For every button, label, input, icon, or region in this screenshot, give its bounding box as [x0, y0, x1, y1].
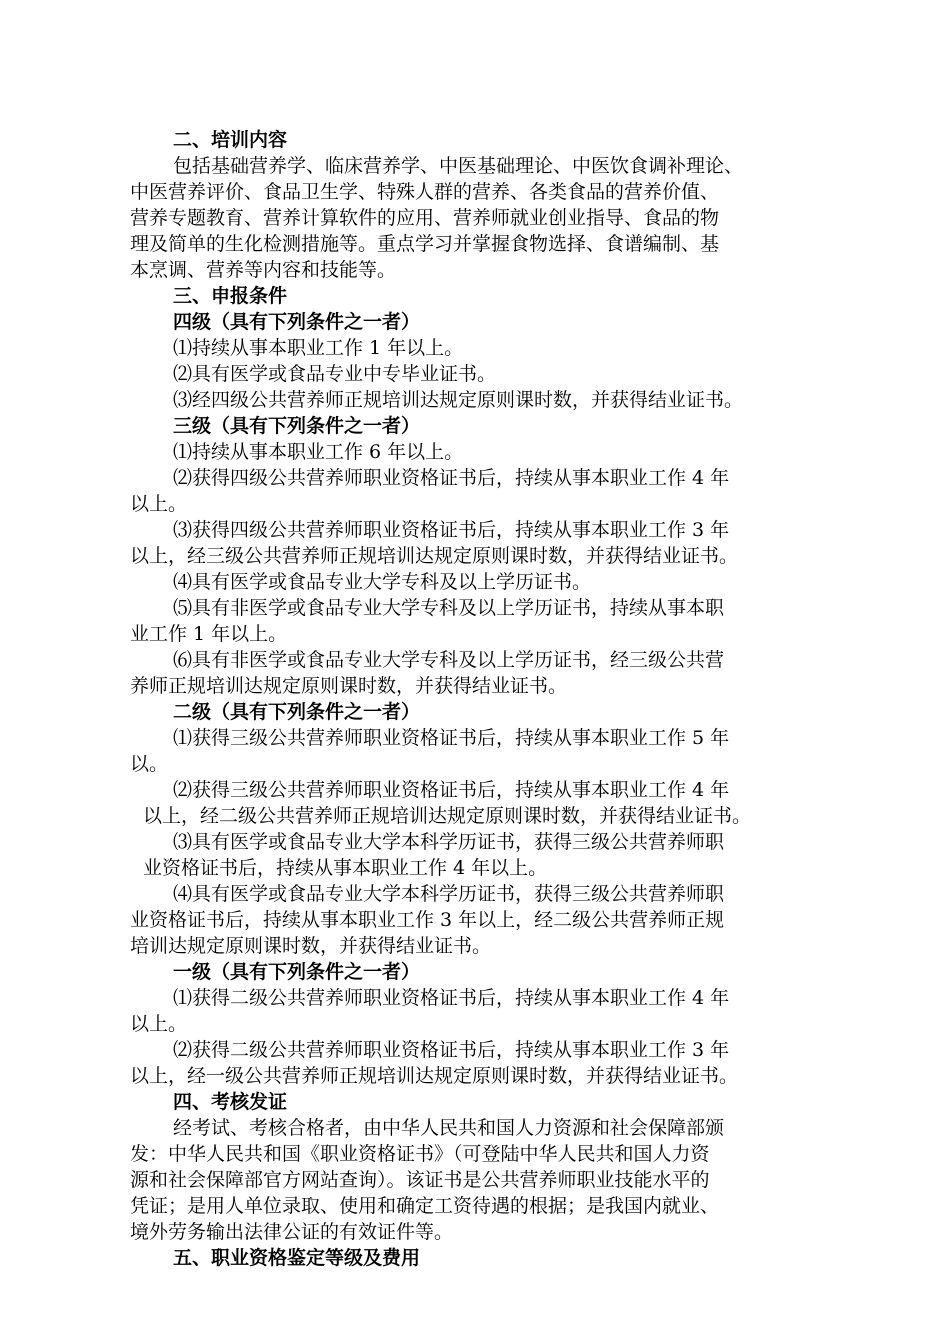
paragraph-line: 源和社会保障部官方网站查询）。该证书是公共营养师职业技能水平的 [130, 1169, 710, 1191]
subsection-heading: 三级（具有下列条件之一者） [173, 415, 421, 437]
list-item: ⑹具有非医学或食品专业大学专科及以上学历证书，经三级公共营 [173, 649, 725, 671]
paragraph-line: 包括基础营养学、临床营养学、中医基础理论、中医饮食调补理论、 [173, 155, 744, 177]
paragraph-line: 理及简单的生化检测措施等。重点学习并掌握食物选择、食谱编制、基 [130, 233, 720, 255]
subsection-heading: 二级（具有下列条件之一者） [173, 701, 421, 723]
list-item: ⑷具有医学或食品专业大学本科学历证书，获得三级公共营养师职 [173, 883, 725, 905]
subsection-heading: 四级（具有下列条件之一者） [173, 311, 421, 333]
section-heading: 二、培训内容 [173, 129, 288, 151]
list-item-continuation: 养师正规培训达规定原则课时数，并获得结业证书。 [130, 675, 568, 697]
paragraph-line: 经考试、考核合格者，由中华人民共和国人力资源和社会保障部颁 [173, 1117, 725, 1139]
paragraph-line: 发：中华人民共和国《职业资格证书》（可登陆中华人民共和国人力资 [130, 1143, 710, 1165]
section-heading: 四、考核发证 [173, 1091, 288, 1113]
list-item-continuation: 业资格证书后，持续从事本职业工作 4 年以上。 [143, 857, 548, 879]
list-item: ⑶经四级公共营养师正规培训达规定原则课时数，并获得结业证书。 [173, 389, 744, 411]
list-item: ⑷具有医学或食品专业大学专科及以上学历证书。 [173, 571, 592, 593]
list-item-continuation: 培训达规定原则课时数，并获得结业证书。 [130, 935, 492, 957]
list-item: ⑴持续从事本职业工作 6 年以上。 [173, 441, 464, 463]
list-item: ⑵获得二级公共营养师职业资格证书后，持续从事本职业工作 3 年 [173, 1039, 730, 1061]
list-item: ⑴获得二级公共营养师职业资格证书后，持续从事本职业工作 4 年 [173, 987, 730, 1009]
list-item-continuation: 以上，经二级公共营养师正规培训达规定原则课时数，并获得结业证书。 [143, 805, 752, 827]
section-heading: 五、职业资格鉴定等级及费用 [173, 1247, 421, 1269]
paragraph-line: 境外劳务输出法律公证的有效证件等。 [130, 1221, 454, 1243]
section-heading: 三、申报条件 [173, 285, 288, 307]
subsection-heading: 一级（具有下列条件之一者） [173, 961, 421, 983]
list-item-continuation: 以上，经三级公共营养师正规培训达规定原则课时数，并获得结业证书。 [130, 545, 739, 567]
paragraph-line: 营养专题教育、营养计算软件的应用、营养师就业创业指导、食品的物 [130, 207, 720, 229]
list-item: ⑴持续从事本职业工作 1 年以上。 [173, 337, 464, 359]
paragraph-line: 凭证；是用人单位录取、使用和确定工资待遇的根据；是我国内就业、 [130, 1195, 720, 1217]
paragraph-line: 本烹调、营养等内容和技能等。 [130, 259, 397, 281]
list-item-continuation: 以上。 [130, 1013, 188, 1035]
list-item-continuation: 以上，经一级公共营养师正规培训达规定原则课时数，并获得结业证书。 [130, 1065, 739, 1087]
list-item: ⑸具有非医学或食品专业大学专科及以上学历证书，持续从事本职 [173, 597, 725, 619]
list-item: ⑵具有医学或食品专业中专毕业证书。 [173, 363, 497, 385]
list-item: ⑴获得三级公共营养师职业资格证书后，持续从事本职业工作 5 年 [173, 727, 730, 749]
paragraph-line: 中医营养评价、食品卫生学、特殊人群的营养、各类食品的营养价值、 [130, 181, 720, 203]
list-item: ⑶获得四级公共营养师职业资格证书后，持续从事本职业工作 3 年 [173, 519, 730, 541]
list-item: ⑵获得三级公共营养师职业资格证书后，持续从事本职业工作 4 年 [173, 779, 730, 801]
list-item-continuation: 业资格证书后，持续从事本职业工作 3 年以上，经二级公共营养师正规 [130, 909, 725, 931]
list-item: ⑵获得四级公共营养师职业资格证书后，持续从事本职业工作 4 年 [173, 467, 730, 489]
list-item-continuation: 以。 [130, 753, 169, 775]
list-item-continuation: 业工作 1 年以上。 [130, 623, 288, 645]
list-item: ⑶具有医学或食品专业大学本科学历证书，获得三级公共营养师职 [173, 831, 725, 853]
list-item-continuation: 以上。 [130, 493, 188, 515]
